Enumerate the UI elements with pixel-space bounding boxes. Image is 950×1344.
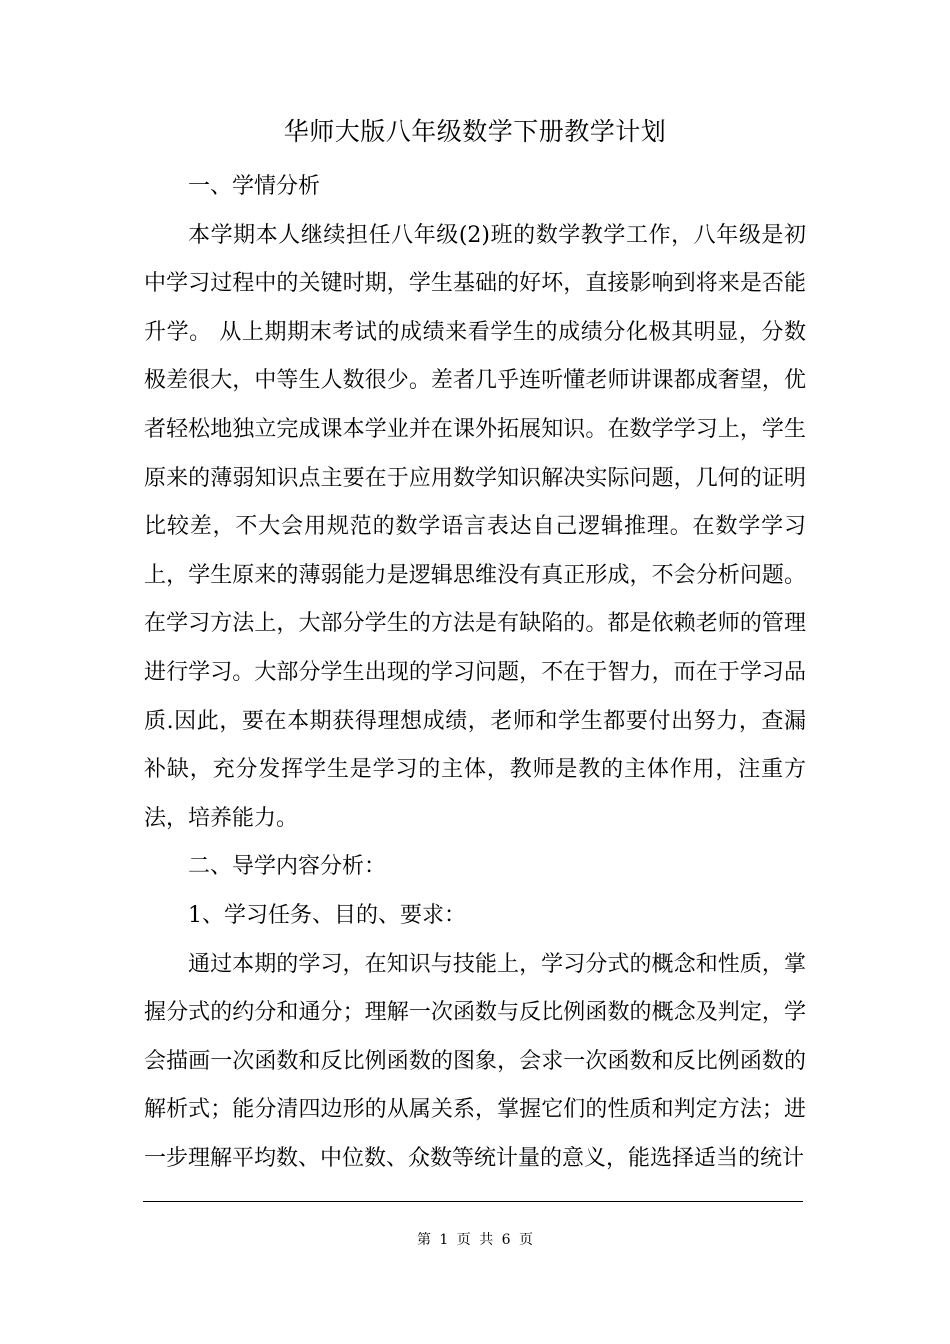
- paragraph-tasks: 通过本期的学习，在知识与技能上，学习分式的概念和性质，掌握分式的约分和通分；理解一次函数与反比例函数的概念及判定，学会描画一次函数和反比例函数的图象，会求一次函数和反比例函数的解析式；能分清四边形的从属关系，掌握它们的性质和判定方法；进一步理解平均数、中位数、众数等统计量的意义，能选择适当的统计: [144, 951, 806, 1171]
- paragraph-learning-analysis: 本学期本人继续担任八年级(2)班的数学教学工作，八年级是初中学习过程中的关键时期，学生基础的好坏，直接影响到将来是否能升学。 从上期期末考试的成绩来看学生的成绩分化极其明显，分数极差很大，中等生人数很少。差者几乎连听懂老师讲课都成奢望，优者轻松地独立完成课本学业并在课外拓展知识。在数学学习上，学生原来的薄弱知识点主要在于应用数学知识解决实际问题，几何的证明比较差，不大会用规范的数学语言表达自己逻辑推理。在数学学习上，学生原来的薄弱能力是逻辑思维没有真正形成，不会分析问题。在学习方法上，大部分学生的方法是有缺陷的。都是依赖老师的管理进行学习。大部分学生出现的学习问题，不在于智力，而在于学习品质.因此，要在本期获得理想成绩，老师和学生都要付出努力，查漏补缺，充分发挥学生是学习的主体，教师是教的主体作用，注重方法，培养能力。: [144, 222, 806, 831]
- page-number: 第 1 页 共 6 页: [416, 1232, 534, 1248]
- section-heading-learning-analysis: 一、学情分析: [188, 174, 321, 199]
- document-body: [144, 163, 806, 1183]
- footer-divider: [143, 1201, 803, 1202]
- document-title: 华师大版八年级数学下册教学计划: [283, 117, 667, 146]
- section-heading-content-analysis: 二、导学内容分析：: [188, 854, 387, 880]
- subsection-heading-tasks: 1、学习任务、目的、要求：: [188, 902, 466, 928]
